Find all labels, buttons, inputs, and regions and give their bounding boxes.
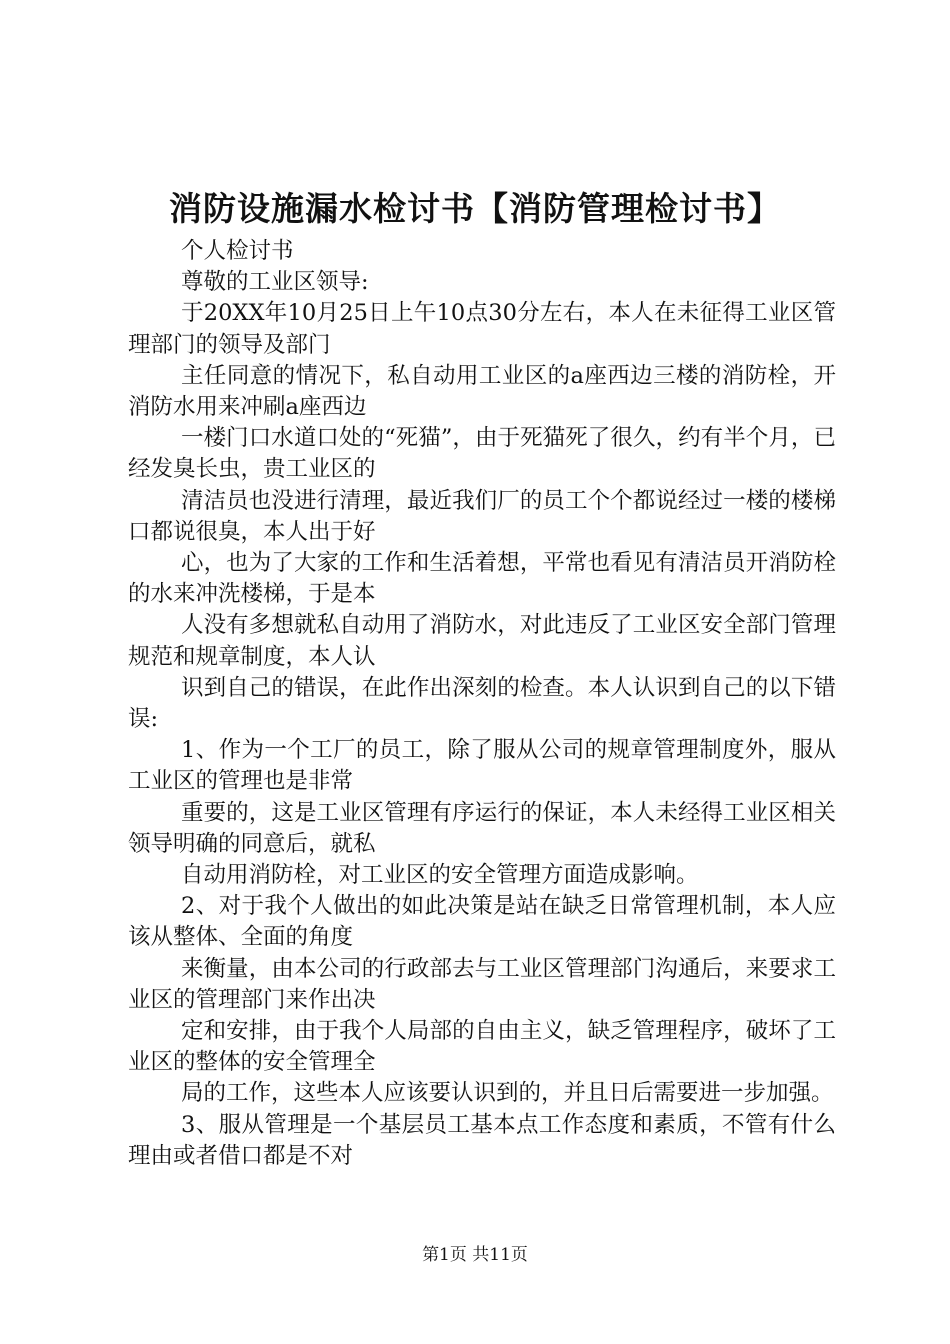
paragraph: 1、作为一个工厂的员工，除了服从公司的规章管理制度外，服从工业区的管理也是非常 [128, 737, 836, 795]
paragraph: 人没有多想就私自动用了消防水，对此违反了工业区安全部门管理规范和规章制度，本人认 [128, 612, 836, 670]
paragraph: 2、对于我个人做出的如此决策是站在缺乏日常管理机制，本人应该从整体、全面的角度 [128, 893, 836, 951]
paragraph: 自动用消防栓，对工业区的安全管理方面造成影响。 [181, 862, 699, 889]
paragraph: 个人检讨书 [181, 238, 294, 264]
paragraph: 清洁员也没进行清理，最近我们厂的员工个个都说经过一楼的楼梯口都说很臭，本人出于好 [128, 487, 836, 545]
paragraph: 3、服从管理是一个基层员工基本点工作态度和素质，不管有什么理由或者借口都是不对 [128, 1111, 836, 1169]
paragraph: 一楼门口水道口处的“死猫”，由于死猫死了很久，约有半个月，已经发臭长虫，贵工业区的 [128, 425, 836, 483]
document-title: 消防设施漏水检讨书【消防管理检讨书】 [169, 189, 781, 228]
paragraph: 定和安排，由于我个人局部的自由主义，缺乏管理程序，破坏了工业区的整体的安全管理全 [128, 1018, 836, 1076]
paragraph: 尊敬的工业区领导: [181, 269, 369, 296]
paragraph: 心，也为了大家的工作和生活着想，平常也看见有清洁员开消防栓的水来冲洗楼梯，于是本 [128, 550, 836, 608]
document-body [128, 236, 836, 1172]
page-footer: 第1页 共11页 [422, 1245, 528, 1265]
paragraph: 识到自己的错误，在此作出深刻的检查。本人认识到自己的以下错误: [128, 674, 836, 733]
paragraph: 局的工作，这些本人应该要认识到的，并且日后需要进一步加强。 [181, 1080, 834, 1107]
paragraph: 于20XX年10月25日上午10点30分左右，本人在未征得工业区管理部门的领导及部门 [128, 300, 836, 358]
paragraph: 主任同意的情况下，私自动用工业区的a座西边三楼的消防栓，开消防水用来冲刷a座西边 [128, 362, 836, 421]
paragraph: 来衡量，由本公司的行政部去与工业区管理部门沟通后，来要求工业区的管理部门来作出决 [128, 955, 836, 1013]
paragraph: 重要的，这是工业区管理有序运行的保证，本人未经得工业区相关领导明确的同意后，就私 [128, 799, 836, 857]
